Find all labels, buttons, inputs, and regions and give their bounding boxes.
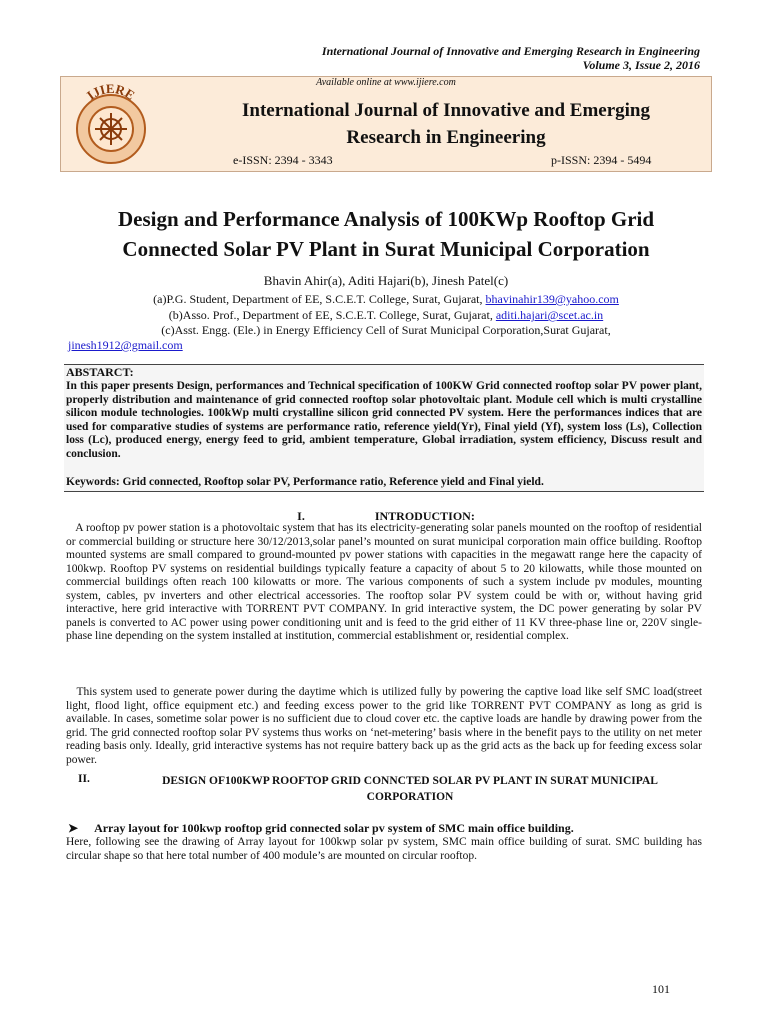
paper-title-line2: Connected Solar PV Plant in Surat Municipal Corporation bbox=[122, 237, 650, 261]
email-link-b[interactable]: aditi.hajari@scet.ac.in bbox=[495, 308, 604, 322]
section-1-number: I. bbox=[297, 509, 305, 523]
keywords: Keywords: Grid connected, Rooftop solar PV, Performance ratio, Reference yield and Final yield. bbox=[66, 476, 544, 488]
bullet-heading-text: Array layout for 100kwp rooftop grid connected solar pv system of SMC main office building. bbox=[94, 821, 574, 835]
intro-paragraph-2-text: This system used to generate power during the daytime which is utilized fully by powering the captive load like self SMC load(street light, flood light, office equipment etc.) and feeding excess power to the grid like TORRENT PVT COMPANY as long as grid is available. In cases, sometime solar power is no sufficient due to cloud cover etc. the captive loads are handle by drawing power from the grid. The grid connected rooftop solar PV systems thus works on ‘net-metering’ basis where in the benefit pays to the utility on net meter reading basis only. Ideally, grid interactive systems has not require battery back up as the grid acts as the back up for feeding excess solar power. bbox=[66, 686, 703, 766]
bullet-heading bbox=[68, 821, 574, 836]
page-number: 101 bbox=[652, 982, 670, 996]
available-online-text: Available online at www.ijiere.com bbox=[316, 77, 456, 88]
section-2-paragraph: Here, following see the drawing of Array layout for 100kwp solar pv system, SMC main office building of surat. SMC building has circular shape so that here total number of 400 module’s are mounted on circular rooftop. bbox=[66, 836, 702, 862]
banner-title bbox=[211, 97, 681, 151]
authors: Bhavin Ahir(a), Aditi Hajari(b), Jinesh Patel(c) bbox=[263, 273, 509, 288]
affiliation-a-text: (a)P.G. Student, Department of EE, S.C.E.T. College, Surat, Gujarat, bbox=[153, 292, 486, 306]
e-issn: e-ISSN: 2394 - 3343 bbox=[233, 153, 333, 167]
journal-name-header: International Journal of Innovative and Emerging Research in Engineering bbox=[321, 44, 700, 58]
affiliation-b-text: (b)Asso. Prof., Department of EE, S.C.E.T. College, Surat, Gujarat, bbox=[168, 308, 496, 322]
abstract-label: ABSTARCT: bbox=[66, 365, 134, 379]
email-link-a[interactable]: bhavinahir139@yahoo.com bbox=[485, 292, 619, 306]
logo-lettering: IJIERE bbox=[83, 83, 138, 103]
email-link-c[interactable]: jinesh1912@gmail.com bbox=[68, 338, 183, 352]
volume-issue: Volume 3, Issue 2, 2016 bbox=[582, 58, 700, 72]
banner-title-line1: International Journal of Innovative and Emerging bbox=[241, 100, 650, 121]
intro-paragraph-1-text: A rooftop pv power station is a photovoltaic system that has its electricity-generating solar panels mounted on the rooftop of residential or commercial building or structure here 30/12/2013,solar panel’s mounted on surat municipal corporation main office building. Rooftop mounted systems are small compared to ground-mounted pv power stations with capacities in the megawatt range here the capacity of 100kwp. Rooftop PV systems on residential buildings typically feature a capacity of about 5 to 20 kilowatts, while those mounted on commercial buildings often reach 100 kilowatts or more. The various components of such a system include pv modules, mounting system, cables, pv inverters and other electrical accessories. The rooftop solar PV system could be with or, without having grid interactive, here grid interactive with TORRENT PVT COMPANY. In grid interactive system, the DC power generating by solar PV panels is converted to AC power using power conditioning unit and is feed to the grid either of 11 KV three-phase line or, 220V single-phase line depending on the system installed at institution, commercial establishment or, residential complex. bbox=[66, 522, 702, 642]
intro-paragraph-1 bbox=[66, 522, 702, 644]
affiliation-c bbox=[60, 323, 712, 337]
paper-title bbox=[60, 204, 712, 264]
arrow-bullet-icon: ➤ bbox=[68, 821, 79, 835]
section-2-title: DESIGN OF100KWP ROOFTOP GRID CONNCTED SOLAR PV PLANT IN SURAT MUNICIPAL CORPORATION bbox=[162, 775, 658, 803]
abstract-text: In this paper presents Design, performances and Technical specification of 100KW Grid connected rooftop solar PV power plant, properly distribution and maintenance of grid connected rooftop solar photovoltaic plant. Module cell which is multi crystalline silicon module technologies. 100kWp multi crystalline silicon grid connected PV system. Here the performances indices that are used for comparative studies of systems are performance ratio, reference yield(Yr), Final yield (Yf), system loss (Ls), Collection loss (Lc), produced energy, energy feed to grid, ambient temperature, Global irradiation, system efficiency, Discuss result and conclusion. bbox=[66, 380, 702, 460]
p-issn: p-ISSN: 2394 - 5494 bbox=[551, 153, 652, 167]
running-header bbox=[322, 44, 700, 72]
abstract-box bbox=[64, 364, 704, 492]
paper-title-line1: Design and Performance Analysis of 100KWp Rooftop Grid bbox=[117, 207, 655, 231]
banner-title-line2: Research in Engineering bbox=[346, 127, 546, 148]
section-2-number: II. bbox=[78, 773, 90, 785]
affiliation-b bbox=[60, 308, 712, 322]
intro-paragraph-2 bbox=[66, 686, 702, 767]
journal-banner bbox=[60, 76, 712, 172]
affiliation-c-text: (c)Asst. Engg. (Ele.) in Energy Efficiency Cell of Surat Municipal Corporation,Surat Gujarat, bbox=[161, 323, 611, 337]
affiliation-c-email-line bbox=[68, 338, 183, 353]
journal-logo-icon bbox=[69, 83, 153, 167]
affiliation-a bbox=[60, 292, 712, 306]
section-1-title: INTRODUCTION: bbox=[374, 509, 475, 523]
